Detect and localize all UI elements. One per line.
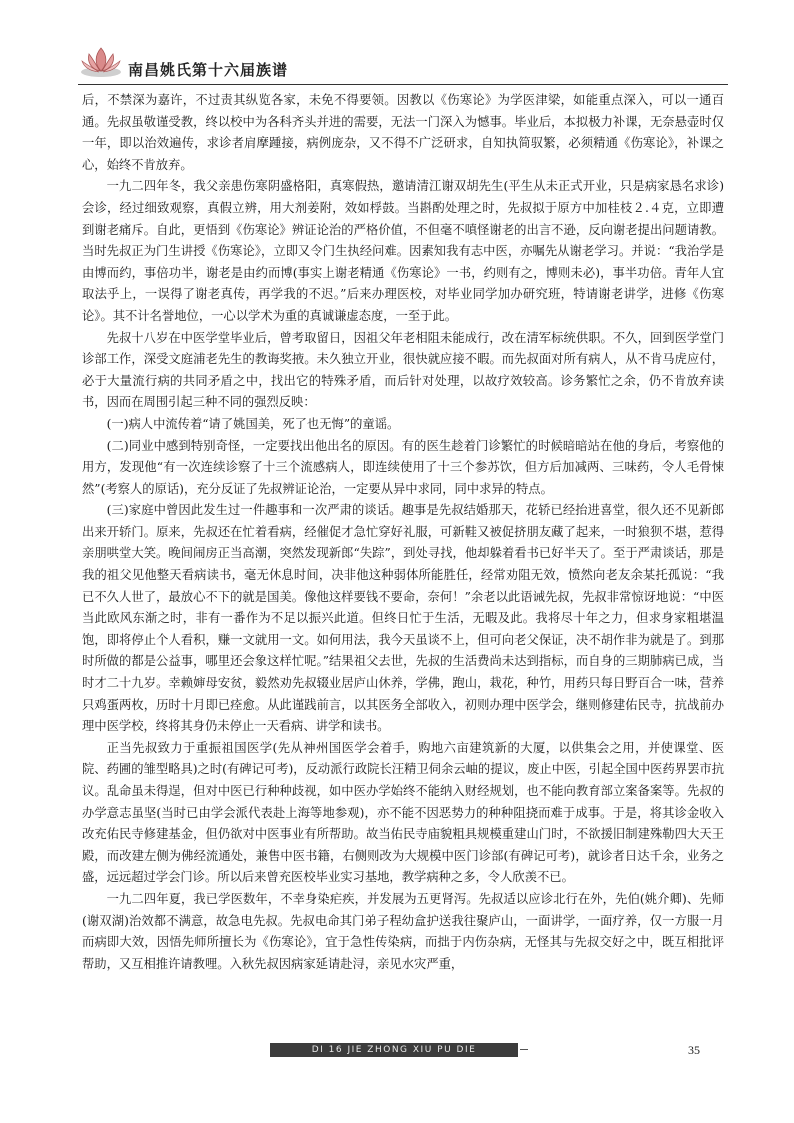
paragraph: 先叔十八岁在中医学堂毕业后，曾考取留日，因祖父年老相阻未能成行，改在清军标统供职。不久，回到医学堂门诊部工作，深受文庭浦老先生的教诲奖掖。未久独立开业，很快就应接不暇。而先叔面对所有病人，从不肯马虎应付，必于大量流行病的共同矛盾之中，找出它的特殊矛盾，而后针对处理，以故疗效较高。诊务繁忙之余，仍不肯放弃读书，因而在周围引起三种不同的强烈反映： [82, 330, 724, 410]
paragraph: 正当先叔致力于重振祖国医学(先从神州国医学会着手，购地六亩建筑新的大厦，以供集会之用，并使课堂、医院、药圃的雏型略具)之时(有碑记可考)，反动派行政院长汪精卫伺余云岫的提议，废止中医，引起全国中医药界罢市抗议。乱命虽未得逞，但对中医已行种种歧视，如中医办学始终不能纳入财经规划，也不能向教育部立案备案等。先叔的办学意志虽坚(当时已由学会派代表赴上海等地参观)，亦不能不因恶势力的种种阻挠而难于成事。于是，将其诊金收入改充佑民寺修建基金，但仍欲对中医事业有所帮助。故当佑民寺庙貌粗具规模重建山门时，不欲援旧制建殊勒四大天王殿，而改建左侧为佛经流通处，兼售中医书籍，右侧则改为大规模中医门诊部(有碑记可考)，就诊者日达千余，业务之盛，远远超过学会门诊。所以后来曾充医校毕业实习基地，教学病种之多，令人欣羡不已。 [82, 740, 724, 885]
paragraph: (三)家庭中曾因此发生过一件趣事和一次严肃的谈话。趣事是先叔结婚那天，花轿已经抬进喜堂，很久还不见新郎出来开轿门。原来，先叔还在忙着看病，经催促才急忙穿好礼服，可新鞋又被促挤朋友藏了起来，一时狼狈不堪，惹得亲朋哄堂大笑。晚间闹房正当高潮，突然发现新郎“失踪”，到处寻找，他却躲着看书已好半天了。至于严肃谈话，那是我的祖父见他整天看病读书，毫无休息时间，决非他这种弱体所能胜任，经常劝阻无效，愤然向老友余某托孤说：“我已不久人世了，最放心不下的就是国美。像他这样要钱不要命，奈何！”余老以此语诫先叔，先叔非常惊讶地说：“中医当此欧风东渐之时，非有一番作为不足以振兴此道。但终日忙于生活，无暇及此。我将尽十年之力，但求身家粗堪温饱，即将停止个人看积，赚一文就用一文。如何用法，我今天虽谈不上，但可向老父保证，决不胡作非为就是了。到那时所做的都是公益事，哪里还会象这样忙呢。”结果祖父去世，先叔的生活费尚未达到指标，而自身的三期肺病已成，当时才二十九岁。幸赖婶母安贫，毅然劝先叔辍业居庐山休养，学佛，跑山，栽花，种竹，用药只每日野百合一味，营养只鸡蛋两枚，历时十月即已痊愈。从此谨践前言，以其医务全部收入，初则办理中医学会，继则修建佑民寺，抗战前办理中医学校，终将其身仍未停止一天看病、讲学和读书。 [82, 503, 724, 734]
lotus-logo-icon [78, 44, 124, 80]
paragraph: (二)同业中感到特别奇怪，一定要找出他出名的原因。有的医生趁着门诊繁忙的时候暗暗站在他的身后，考察他的用方，发现他“有一次连续诊察了十三个流感病人，即连续使用了十三个参苏饮，但方后加减两、三味药，令人毛骨悚然”(考察人的原话)，充分反证了先叔辨证论治，一定要从异中求同，同中求异的特点。 [82, 438, 724, 496]
paragraph: (一)病人中流传着“请了姚国美，死了也无悔”的童谣。 [106, 416, 400, 431]
article-body [82, 90, 724, 1015]
paragraph: 一九二四年夏，我已学医数年，不幸身染疟疾，并发展为五更肾泻。先叔适以应诊北行在外，先伯(姚介卿)、先师(谢双湖)治效都不满意，故急电先叔。先叔电命其门弟子程幼盒护送我往聚庐山，一面讲学，一面疗养，仅一方服一月而病即大效，因悟先师所擅长为《伤寒论》，宜于急性传染病，而拙于内伤杂病，无怪其与先叔交好之中，既互相批评帮助，又互相推许请教哩。入秋先叔因病家延请赴浔，亲见水灾严重， [82, 891, 724, 971]
page-number: 35 [688, 1043, 700, 1057]
paragraph: 后，不禁深为嘉许，不过责其纵览各家，未免不得要领。因教以《伤寒论》为学医津梁，如能重点深入，可以一通百通。先叔虽敬谨受教，终以校中为各科齐头并进的需要，无法一门深入为憾事。毕业后，本拟极力补课，无奈悬壶时仅一年，即以治效遍传，求诊者肩摩踵接，病例庞杂，又不得不广泛研求，自知执简驭繁，必须精通《伤寒论》，补课之心，始终不肯放弃。 [82, 93, 724, 172]
header-divider [78, 84, 728, 85]
page-header [78, 44, 728, 84]
header-title: 南昌姚氏第十六届族谱 [128, 61, 289, 79]
footer-band: DI 16 JIE ZHONG XIU PU DIE [270, 1043, 518, 1057]
paragraph: 一九二四年冬，我父亲患伤寒阴盛格阳，真寒假热，邀请清江谢双胡先生(平生从未正式开业，只是病家恳名求诊)会诊，经过细致观察，真假立辨，用大剂姜附，效如桴鼓。当斟酌处理之时，先叔拟于原方中加桂枝２.４克，立即遭到谢老痛斥。自此，更悟到《伤寒论》辨证论治的严格价值，不但毫不嗔怪谢老的出言不逊，反向谢老提出问题请教。当时先叔正为门生讲授《伤寒论》，立即又令门生执经问难。因素知我有志中医，亦嘱先从谢老学习。并说：“我治学是由博而约，事倍功半，谢老是由约而博(事实上谢老精通《伤寒论》一书，约则有之，博则未必)，事半功倍。青年人宜取法乎上，一误得了谢老真传，再学我的不迟。”后来办理医校，对毕业同学加办研究班，特请谢老讲学，进修《伤寒论》。其不计名誉地位，一心以学术为重的真诚谦虚态度，一至于此。 [82, 179, 724, 323]
footer-divider [520, 1049, 528, 1050]
